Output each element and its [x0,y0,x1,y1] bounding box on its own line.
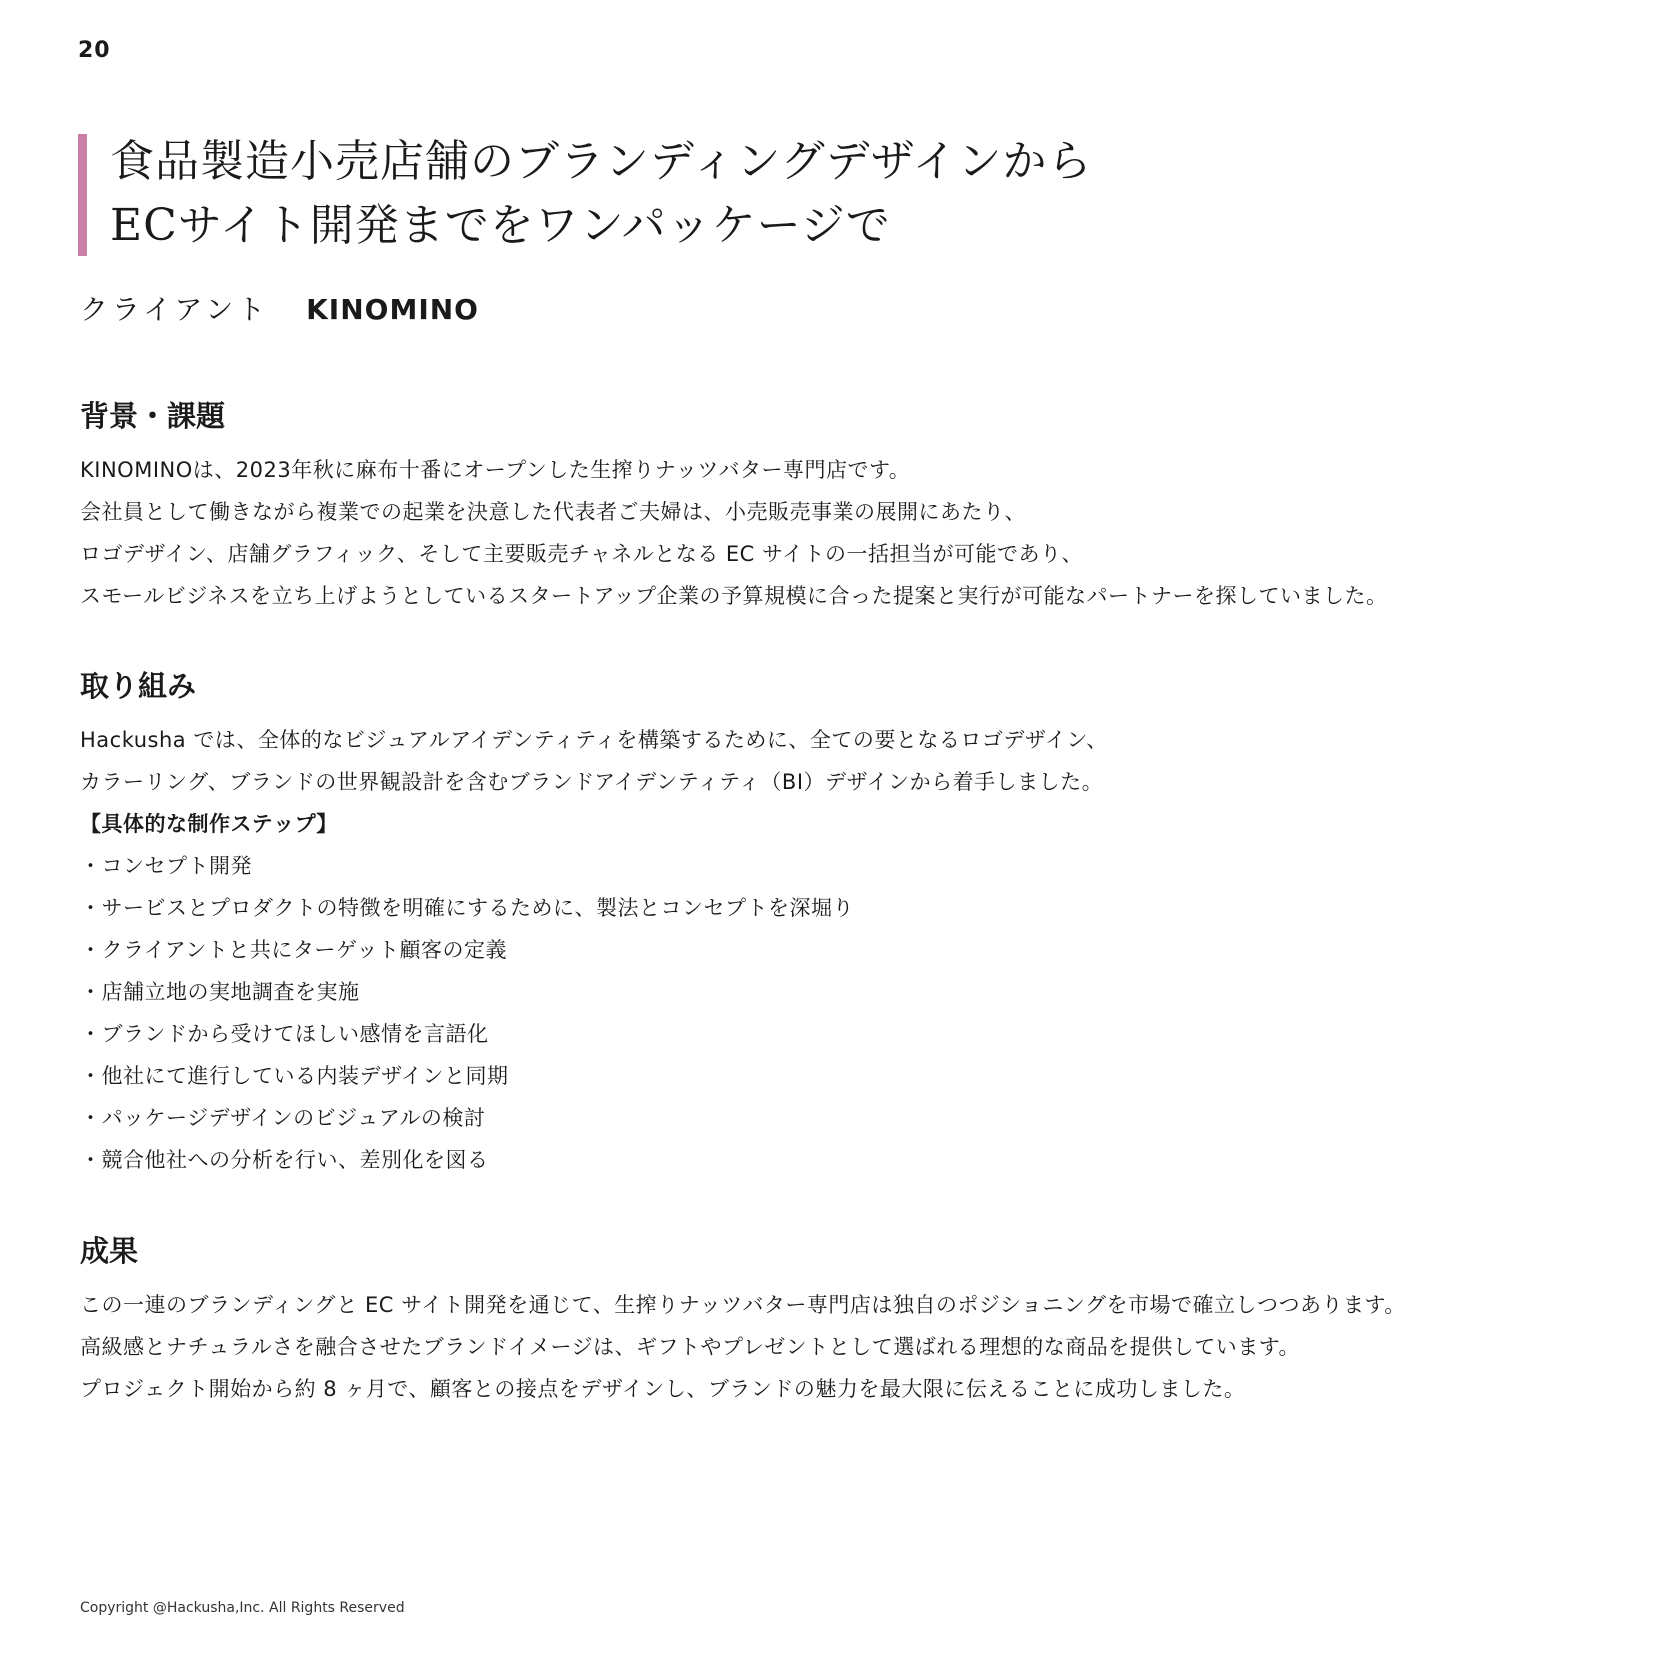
results-section [80,1230,1600,1410]
background-line: KINOMINOは、2023年秋に麻布十番にオープンした生搾りナッツバター専門店です。 [80,458,911,482]
client-name: KINOMINO [306,293,479,326]
title-line-1: 食品製造小売店舗のブランディングデザインから [110,136,1093,187]
client-info [80,288,479,328]
background-line: 会社員として働きながら複業での起業を決意した代表者ご夫婦は、小売販売事業の展開にあたり、 [80,500,1026,524]
title-line-2: ECサイト開発までをワンパッケージで [110,200,891,251]
results-heading: 成果 [80,1234,139,1268]
step-item: ・パッケージデザインのビジュアルの検討 [80,1106,486,1130]
background-heading: 背景・課題 [80,399,226,433]
background-section [80,395,1600,617]
approach-heading: 取り組み [80,669,197,703]
step-item: ・店舗立地の実地調査を実施 [80,980,360,1004]
page-title [78,130,1278,258]
step-item: ・サービスとプロダクトの特徴を明確にするために、製法とコンセプトを深堀り [80,896,854,920]
step-item: ・他社にて進行している内装デザインと同期 [80,1064,509,1088]
background-line: スモールビジネスを立ち上げようとしているスタートアップ企業の予算規模に合った提案と実行が可能なパートナーを探していました。 [80,584,1388,608]
results-line: 高級感とナチュラルさを融合させたブランドイメージは、ギフトやプレゼントとして選ばれる理想的な商品を提供しています。 [80,1335,1301,1359]
step-item: ・競合他社への分析を行い、差別化を図る [80,1148,489,1172]
client-label: クライアント [80,293,270,326]
background-line: ロゴデザイン、店舗グラフィック、そして主要販売チャネルとなる EC サイトの一括担当が可能であり、 [80,542,1084,566]
title-accent-bar [78,134,87,256]
approach-section [80,665,1600,1181]
copyright-notice: Copyright @Hackusha,Inc. All Rights Reserved [80,1600,405,1616]
step-item: ・ブランドから受けてほしい感情を言語化 [80,1022,489,1046]
approach-line: Hackusha では、全体的なビジュアルアイデンティティを構築するために、全ての要となるロゴデザイン、 [80,728,1108,752]
step-item: ・コンセプト開発 [80,854,252,878]
steps-heading: 【具体的な制作ステップ】 [80,812,338,836]
results-line: この一連のブランディングと EC サイト開発を通じて、生搾りナッツバター専門店は独自のポジショニングを市場で確立しつつあります。 [80,1293,1406,1317]
page-number: 20 [78,38,111,63]
results-line: プロジェクト開始から約 8 ヶ月で、顧客との接点をデザインし、ブランドの魅力を最大限に伝えることに成功しました。 [80,1377,1246,1401]
approach-line: カラーリング、ブランドの世界観設計を含むブランドアイデンティティ（BI）デザインから着手しました。 [80,770,1104,794]
step-item: ・クライアントと共にターゲット顧客の定義 [80,938,508,962]
